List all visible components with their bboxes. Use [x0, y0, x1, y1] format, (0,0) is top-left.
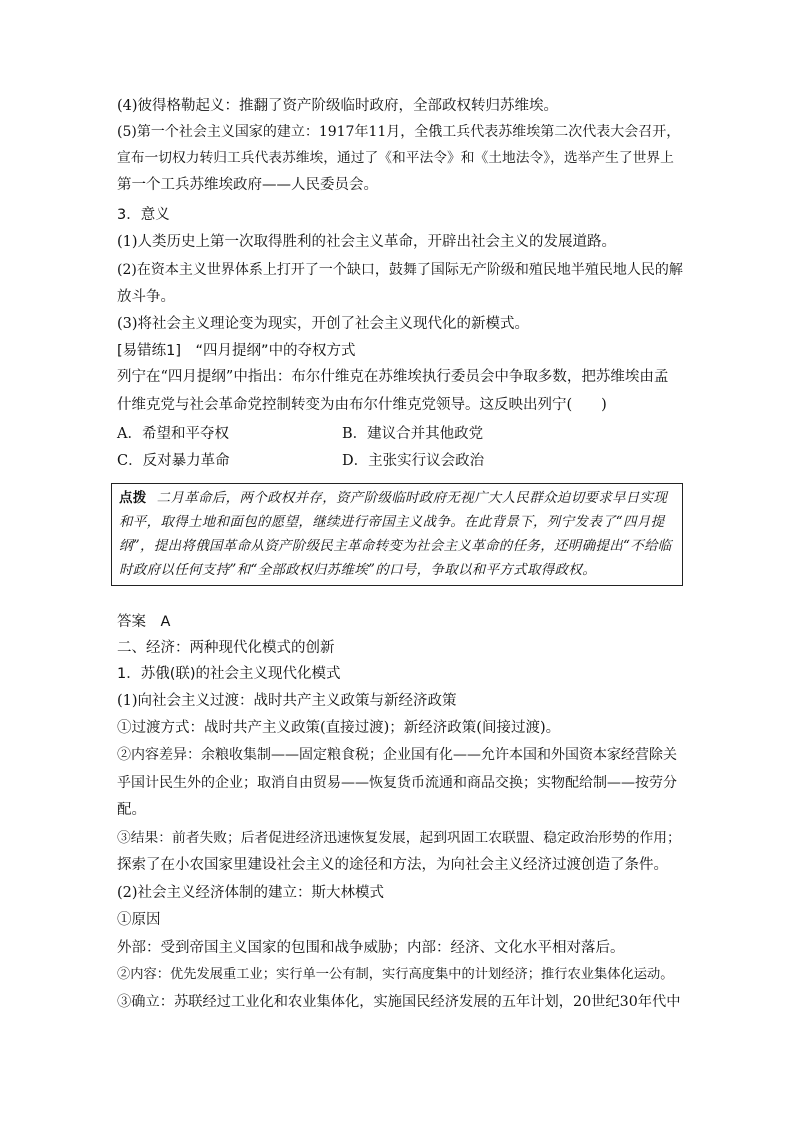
question-text: 列宁在“四月提纲”中指出：布尔什维克在苏维埃执行委员会中争取多数，把苏维埃由孟 [117, 369, 669, 385]
text-line: 外部：受到帝国主义国家的包围和战争威胁；内部：经济、文化水平相对落后。 [117, 940, 625, 956]
text-line: (2)在资本主义世界体系上打开了一个缺口，鼓舞了国际无产阶级和殖民地半殖民地人民的解 [117, 262, 683, 278]
section-heading: 二、经济：两种现代化模式的创新 [117, 640, 335, 656]
option-b: B．建议合并其他政党 [342, 426, 484, 442]
hint-line: 纲”，提出将俄国革命从资产阶级民主革命转变为社会主义革命的任务，还明确提出“不给临 [119, 538, 672, 554]
text-line: (4)彼得格勒起义：推翻了资产阶级临时政府，全部政权转归苏维埃。 [117, 98, 559, 114]
text-line: ③结果：前者失败；后者促进经济迅速恢复发展，起到巩固工农联盟、稳定政治形势的作用； [117, 830, 681, 846]
hint-line: 点拨 二月革命后，两个政权并存，资产阶级临时政府无视广大人民群众迫切要求早日实现 [119, 490, 668, 506]
text-line: ①原因 [117, 912, 161, 928]
text-line: 第一个工兵苏维埃政府——人民委员会。 [117, 177, 378, 193]
text-line: (2)社会主义经济体制的建立：斯大林模式 [117, 885, 385, 901]
hint-line: 时政府以任何支持”和“全部政权归苏维埃”的口号，争取以和平方式取得政权。 [119, 562, 597, 578]
option-a: A．希望和平夺权 [117, 426, 229, 442]
text-line: 探索了在小农国家里建设社会主义的途径和方法，为向社会主义经济过渡创造了条件。 [117, 857, 668, 873]
text-line: 配。 [117, 802, 146, 818]
text-line: 宣布一切权力转归工兵代表苏维埃，通过了《和平法令》和《土地法令》，选举产生了世界上 [117, 150, 674, 166]
text-line: (1)向社会主义过渡：战时共产主义政策与新经济政策 [117, 693, 457, 709]
text-line: ②内容：优先发展重工业；实行单一公有制，实行高度集中的计划经济；推行农业集体化运动。 [117, 967, 674, 982]
hint-line: 和平，取得土地和面包的愿望，继续进行帝国主义战争。在此背景下，列宁发表了“四月提 [119, 514, 665, 530]
text-line: 乎国计民生外的企业；取消自由贸易——恢复货币流通和商品交换；实物配给制——按劳分 [117, 775, 677, 791]
text-line: ①过渡方式：战时共产主义政策(直接过渡)；新经济政策(间接过渡)。 [117, 720, 561, 736]
hint-box [111, 483, 683, 586]
subsection-heading: 1．苏俄(联)的社会主义现代化模式 [117, 666, 341, 682]
text-line: (5)第一个社会主义国家的建立：1917年11月，全俄工兵代表苏维埃第二次代表大会召开， [117, 124, 681, 140]
question-text: 什维克党与社会革命党控制转变为由布尔什维克党领导。这反映出列宁( ) [117, 397, 607, 413]
option-d: D．主张实行议会政治 [342, 453, 485, 469]
text-line: ③确立：苏联经过工业化和农业集体化，实施国民经济发展的五年计划，20世纪30年代中 [117, 994, 681, 1010]
hint-label: 点拨 [119, 490, 147, 506]
answer-line: 答案 A [117, 614, 171, 630]
text-line: (1)人类历史上第一次取得胜利的社会主义革命，开辟出社会主义的发展道路。 [117, 234, 617, 250]
text-line: (3)将社会主义理论变为现实，开创了社会主义现代化的新模式。 [117, 316, 530, 332]
exercise-heading: [易错练1] “四月提纲”中的夺权方式 [117, 343, 356, 359]
text-line: 放斗争。 [117, 289, 175, 305]
option-c: C．反对暴力革命 [117, 453, 230, 469]
text-line: ②内容差异：余粮收集制——固定粮食税；企业国有化——允许本国和外国资本家经营除关 [117, 747, 677, 763]
section-heading: 3．意义 [117, 207, 170, 223]
